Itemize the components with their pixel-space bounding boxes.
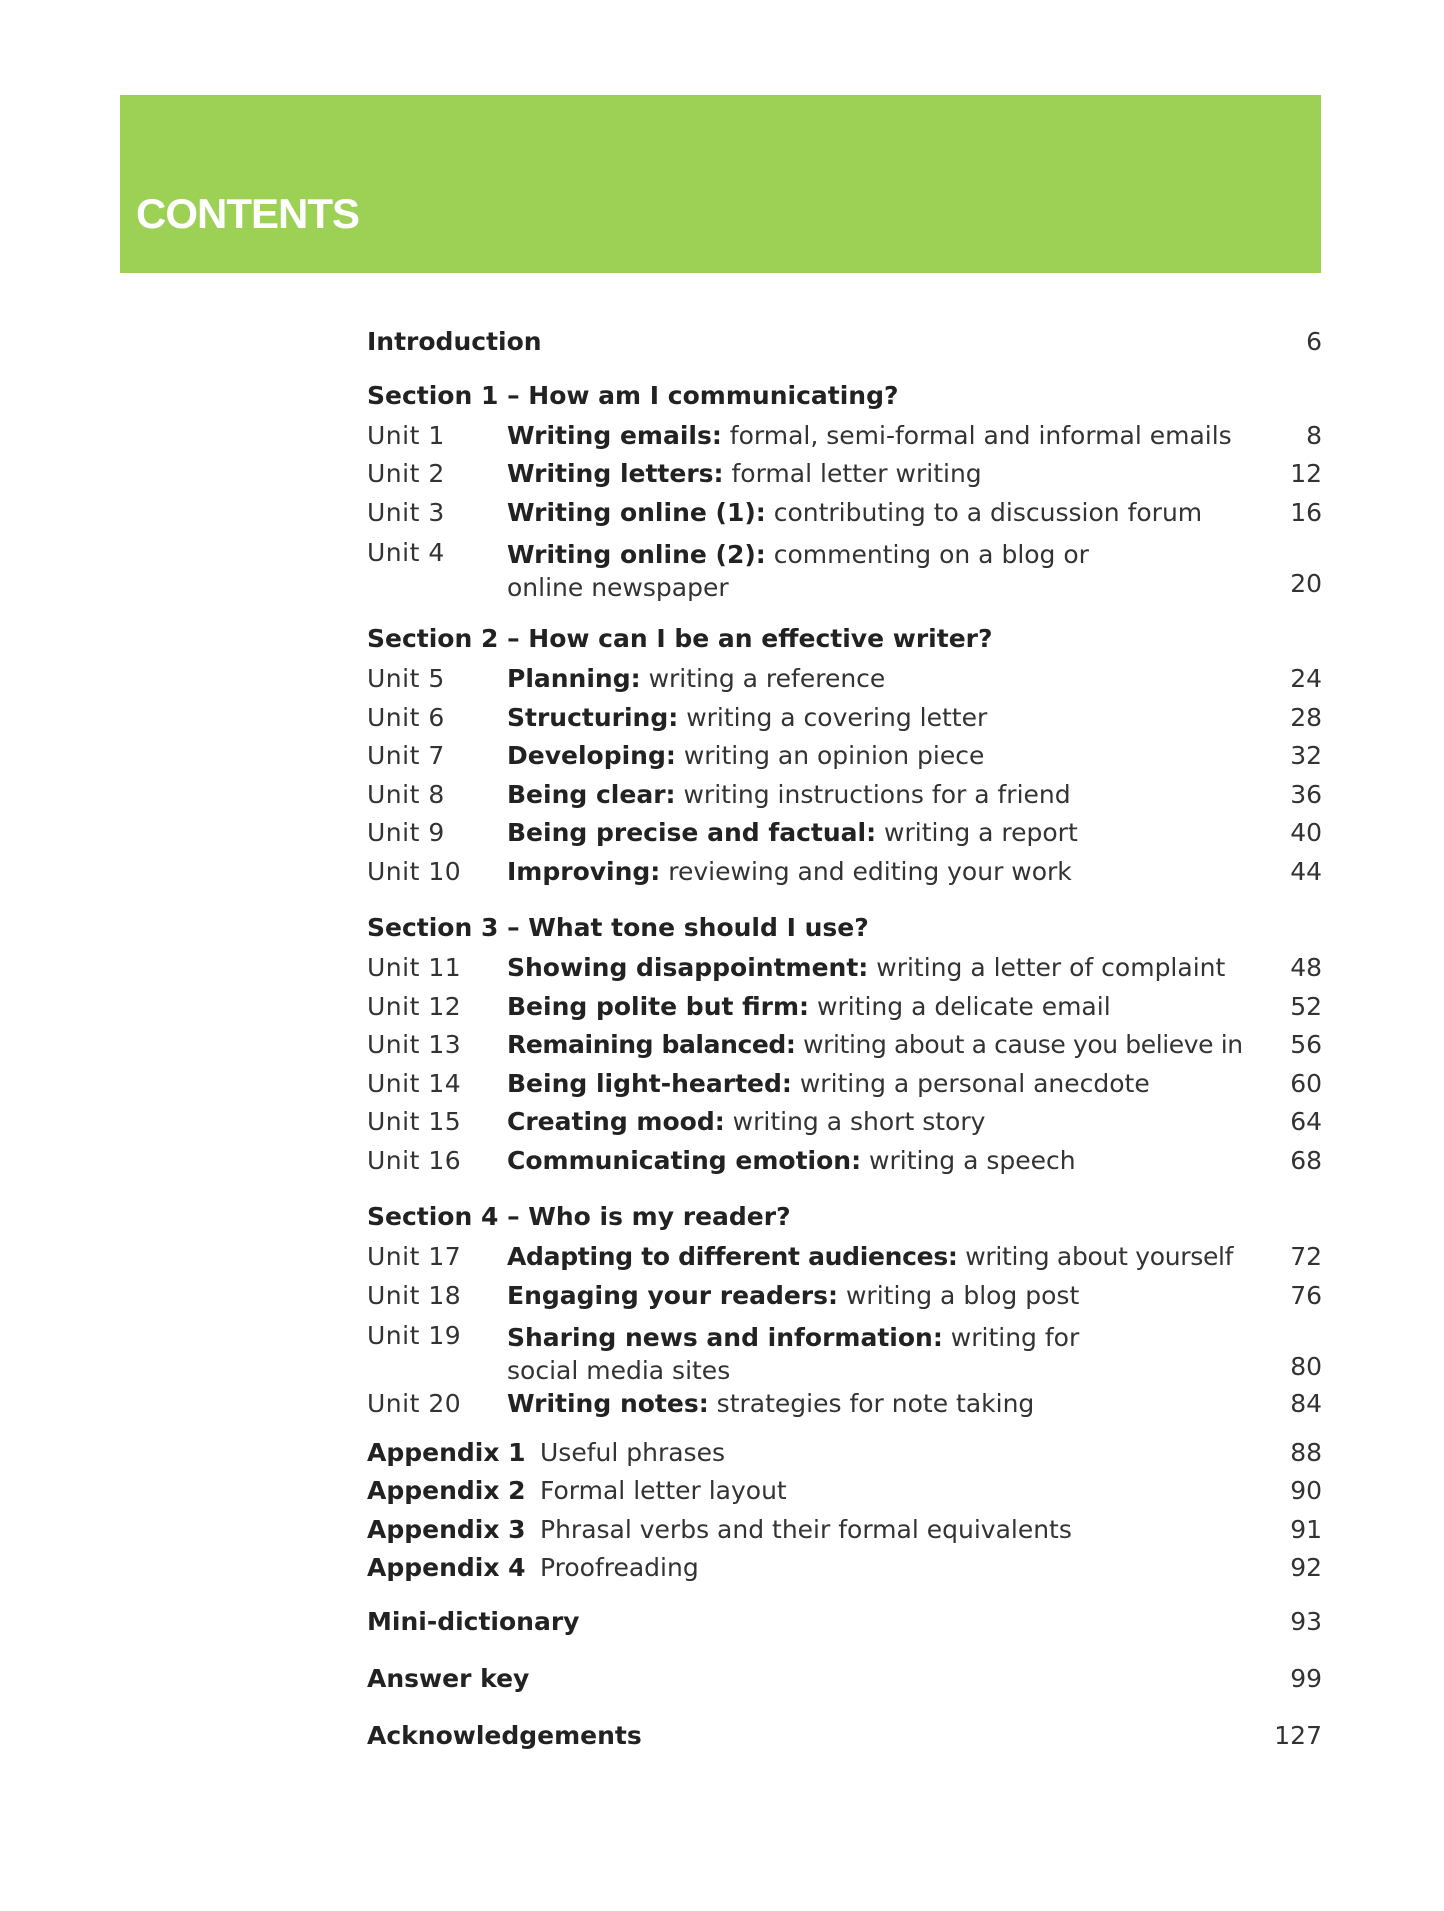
unit-number: Unit 14	[367, 1068, 462, 1098]
unit-description: writing for social media sites	[507, 1322, 1080, 1385]
unit-number: Unit 8	[367, 779, 445, 809]
unit-number: Unit 1	[367, 420, 445, 450]
table-of-contents	[367, 318, 1322, 1764]
unit-number: Unit 6	[367, 702, 445, 732]
page-number: 56	[1290, 1030, 1322, 1060]
unit-number: Unit 2	[367, 459, 445, 489]
toc-entry-acknowledgements[interactable]	[367, 1707, 1322, 1764]
toc-entry-unit[interactable]	[367, 814, 1322, 853]
unit-number: Unit 19	[367, 1320, 462, 1350]
page-title: CONTENTS	[136, 190, 359, 237]
unit-description: writing about a cause you believe in	[795, 1030, 1243, 1060]
page-number: 68	[1290, 1145, 1322, 1175]
unit-title: Remaining balanced:	[507, 1030, 796, 1060]
toc-entry-unit[interactable]	[367, 737, 1322, 776]
toc-entry-unit[interactable]	[367, 493, 1322, 532]
appendix-number: Appendix 1	[367, 1437, 526, 1467]
page-number: 88	[1290, 1437, 1322, 1467]
appendix-description: Formal letter layout	[540, 1476, 787, 1506]
page-number: 20	[1290, 568, 1322, 598]
toc-entry-unit[interactable]	[367, 1141, 1322, 1180]
unit-title: Communicating emotion:	[507, 1145, 862, 1175]
page-number: 91	[1290, 1514, 1322, 1544]
page-number: 6	[1306, 326, 1322, 356]
unit-title: Writing letters:	[507, 459, 724, 489]
page-number: 32	[1290, 741, 1322, 771]
unit-description: writing about yourself	[957, 1242, 1234, 1272]
toc-entry-appendix[interactable]	[367, 1433, 1322, 1472]
toc-entry-appendix[interactable]	[367, 1472, 1322, 1511]
toc-entry-unit[interactable]	[367, 1238, 1322, 1277]
unit-description: formal, semi-formal and informal emails	[721, 420, 1232, 450]
unit-description: strategies for note taking	[708, 1389, 1035, 1419]
page-number: 12	[1290, 459, 1322, 489]
unit-title: Being precise and factual:	[507, 818, 877, 848]
unit-description: writing instructions for a friend	[675, 779, 1071, 809]
toc-entry-unit[interactable]	[367, 660, 1322, 699]
page-number: 90	[1290, 1476, 1322, 1506]
back-matter-label: Acknowledgements	[367, 1721, 642, 1750]
toc-entry-unit[interactable]	[367, 698, 1322, 737]
unit-number: Unit 3	[367, 497, 445, 527]
page-number: 44	[1290, 856, 1322, 886]
unit-number: Unit 20	[367, 1389, 462, 1419]
toc-entry-mini-dictionary[interactable]	[367, 1593, 1322, 1650]
unit-description: writing a blog post	[838, 1280, 1080, 1310]
page-number: 48	[1290, 953, 1322, 983]
page-number: 93	[1290, 1607, 1322, 1636]
appendix-description: Proofreading	[540, 1553, 699, 1583]
unit-number: Unit 13	[367, 1030, 462, 1060]
page-number: 60	[1290, 1068, 1322, 1098]
toc-entry-unit[interactable]	[367, 1064, 1322, 1103]
unit-title: Writing notes:	[507, 1389, 709, 1419]
toc-entry-unit[interactable]	[367, 1385, 1322, 1424]
page-number: 72	[1290, 1242, 1322, 1272]
page-number: 36	[1290, 779, 1322, 809]
unit-description: commenting on a blog or online newspaper	[507, 539, 1089, 602]
unit-title: Writing emails:	[507, 420, 722, 450]
toc-entry-unit[interactable]	[367, 987, 1322, 1026]
page-number: 84	[1290, 1389, 1322, 1419]
page-number: 80	[1290, 1351, 1322, 1381]
back-matter-label: Answer key	[367, 1664, 530, 1693]
toc-entry-unit[interactable]	[367, 1276, 1322, 1315]
page-number: 40	[1290, 818, 1322, 848]
appendix-description: Useful phrases	[540, 1437, 725, 1467]
toc-entry-unit[interactable]	[367, 532, 1322, 602]
toc-entry-unit[interactable]	[367, 852, 1322, 891]
unit-description: writing an opinion piece	[675, 741, 985, 771]
unit-number: Unit 11	[367, 953, 462, 983]
unit-title: Being light-hearted:	[507, 1068, 792, 1098]
unit-number: Unit 15	[367, 1107, 462, 1137]
page-number: 28	[1290, 702, 1322, 732]
unit-number: Unit 17	[367, 1242, 462, 1272]
toc-entry-introduction[interactable]	[367, 318, 1322, 364]
section-heading: Section 4 – Who is my reader?	[367, 1202, 791, 1231]
unit-description: writing a speech	[861, 1145, 1076, 1175]
unit-number: Unit 4	[367, 537, 445, 567]
unit-title: Writing online (2):	[507, 539, 766, 569]
unit-title: Showing disappointment:	[507, 953, 869, 983]
toc-entry-unit[interactable]	[367, 1026, 1322, 1065]
unit-description: writing a reference	[640, 664, 886, 694]
appendix-number: Appendix 4	[367, 1553, 526, 1583]
toc-entry-answer-key[interactable]	[367, 1650, 1322, 1707]
unit-title: Adapting to different audiences:	[507, 1242, 958, 1272]
appendix-number: Appendix 2	[367, 1476, 526, 1506]
toc-entry-unit[interactable]	[367, 416, 1322, 455]
unit-description: writing a delicate email	[809, 991, 1111, 1021]
toc-entry-unit[interactable]	[367, 455, 1322, 494]
unit-title: Creating mood:	[507, 1107, 725, 1137]
section-heading: Section 3 – What tone should I use?	[367, 913, 869, 942]
unit-title: Improving:	[507, 856, 661, 886]
page-number: 76	[1290, 1280, 1322, 1310]
unit-title: Being polite but firm:	[507, 991, 810, 1021]
unit-title: Being clear:	[507, 779, 676, 809]
toc-entry-unit[interactable]	[367, 775, 1322, 814]
page-number: 24	[1290, 664, 1322, 694]
unit-description: contributing to a discussion forum	[765, 497, 1203, 527]
unit-number: Unit 12	[367, 991, 462, 1021]
section-heading: Section 2 – How can I be an effective writer?	[367, 624, 993, 653]
introduction-label: Introduction	[367, 326, 542, 356]
unit-title: Planning:	[507, 664, 641, 694]
unit-number: Unit 5	[367, 664, 445, 694]
page-number: 99	[1290, 1664, 1322, 1693]
unit-description: writing a covering letter	[678, 702, 988, 732]
unit-description: writing a personal anecdote	[791, 1068, 1150, 1098]
section-heading: Section 1 – How am I communicating?	[367, 380, 899, 410]
toc-entry-unit[interactable]	[367, 1103, 1322, 1142]
unit-description: writing a short story	[724, 1107, 986, 1137]
unit-description: writing a report	[876, 818, 1078, 848]
unit-title: Writing online (1):	[507, 497, 766, 527]
page-number: 16	[1290, 497, 1322, 527]
page-number: 8	[1306, 420, 1322, 450]
unit-number: Unit 10	[367, 856, 462, 886]
toc-entry-unit[interactable]	[367, 949, 1322, 988]
page-number: 92	[1290, 1553, 1322, 1583]
unit-title: Engaging your readers:	[507, 1280, 839, 1310]
unit-title: Developing:	[507, 741, 676, 771]
unit-number: Unit 18	[367, 1280, 462, 1310]
unit-description: formal letter writing	[723, 459, 982, 489]
toc-entry-unit[interactable]	[367, 1315, 1322, 1385]
appendix-description: Phrasal verbs and their formal equivalents	[540, 1514, 1072, 1544]
toc-entry-appendix[interactable]	[367, 1549, 1322, 1588]
page-number: 64	[1290, 1107, 1322, 1137]
unit-title: Sharing news and information:	[507, 1322, 943, 1352]
appendix-list	[367, 1433, 1322, 1587]
back-matter-label: Mini-dictionary	[367, 1607, 580, 1636]
unit-number: Unit 9	[367, 818, 445, 848]
appendix-number: Appendix 3	[367, 1514, 526, 1544]
page-number: 52	[1290, 991, 1322, 1021]
contents-banner	[120, 95, 1321, 273]
unit-description: reviewing and editing your work	[660, 856, 1072, 886]
page-number: 127	[1274, 1721, 1322, 1750]
unit-description: writing a letter of complaint	[868, 953, 1226, 983]
unit-number: Unit 7	[367, 741, 445, 771]
unit-title: Structuring:	[507, 702, 679, 732]
toc-entry-appendix[interactable]	[367, 1510, 1322, 1549]
unit-number: Unit 16	[367, 1145, 462, 1175]
